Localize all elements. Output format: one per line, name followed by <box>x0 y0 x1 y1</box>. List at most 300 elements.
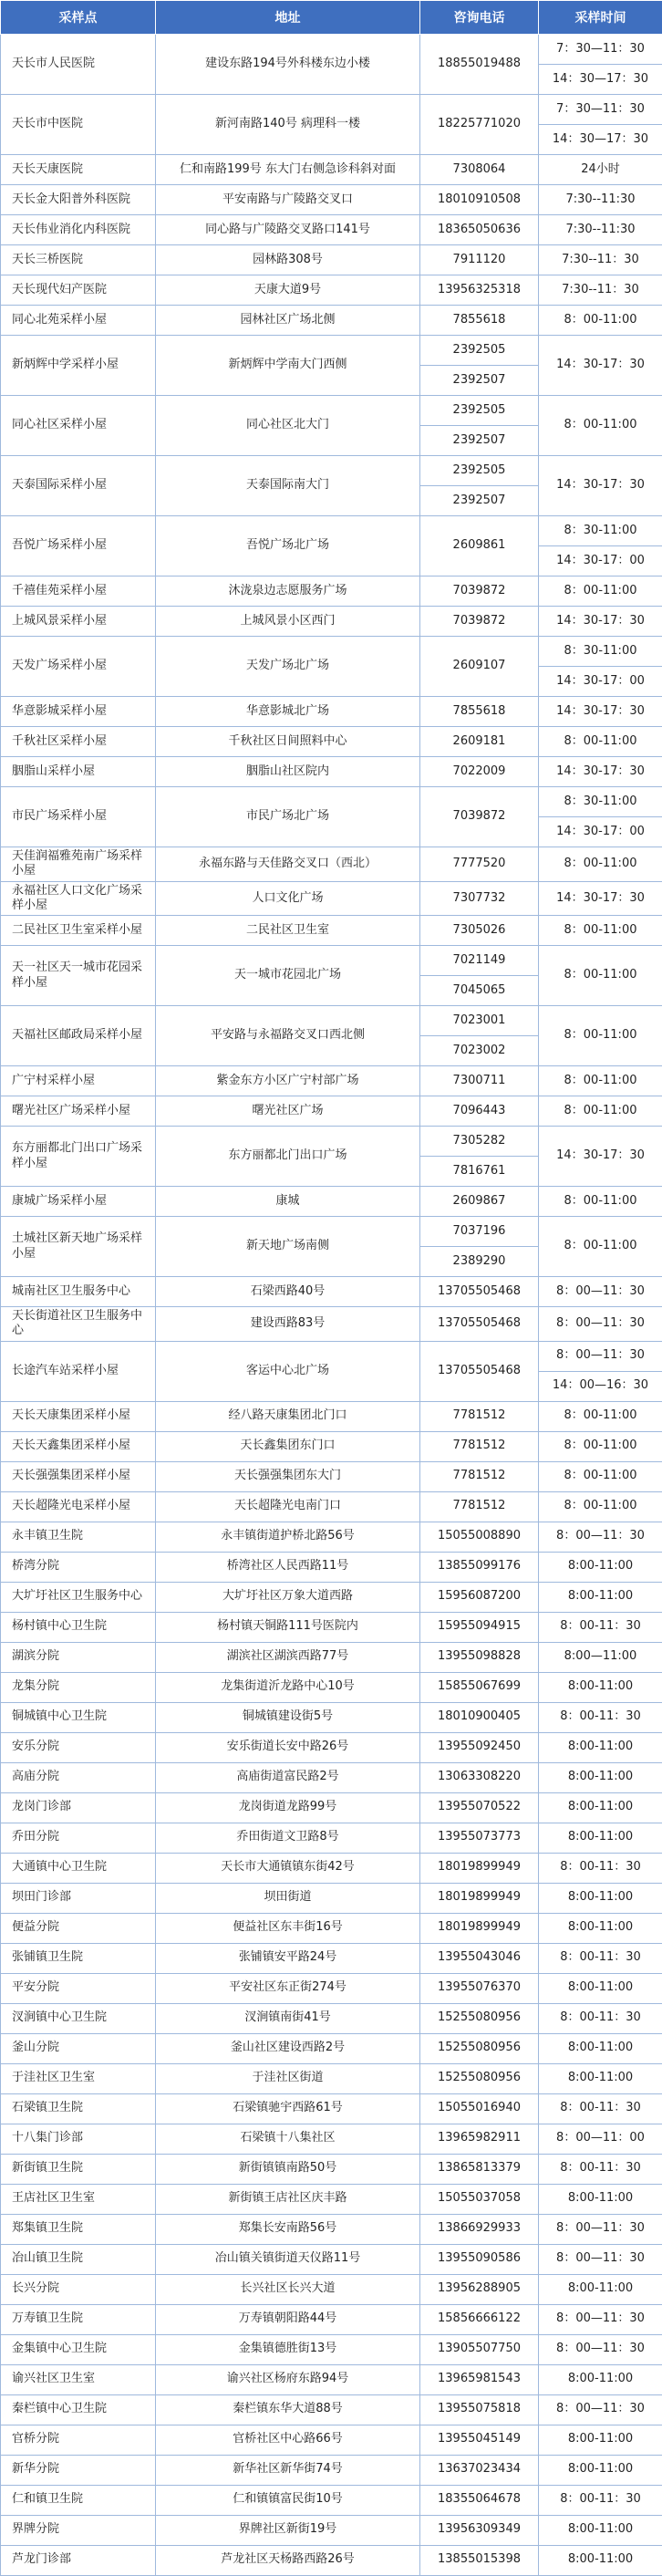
site-name: 曙光社区广场采样小屋 <box>1 1096 156 1127</box>
site-name: 釜山分院 <box>1 2033 156 2063</box>
site-address: 便益社区东丰街16号 <box>156 1913 420 1943</box>
site-name: 上城风景采样小屋 <box>1 607 156 637</box>
table-row <box>1 1762 662 1792</box>
phone-number: 7305282 <box>420 1127 539 1157</box>
site-name: 胭脂山采样小屋 <box>1 757 156 787</box>
table-row <box>1 456 662 486</box>
table-row <box>1 1096 662 1127</box>
table-row <box>1 607 662 637</box>
site-name: 华意影城采样小屋 <box>1 697 156 727</box>
site-name: 天福社区邮政局采样小屋 <box>1 1006 156 1066</box>
site-name: 便益分院 <box>1 1913 156 1943</box>
site-address: 天长市大通镇镇东街42号 <box>156 1853 420 1883</box>
table-body <box>1 35 662 2576</box>
site-address: 同心社区北大门 <box>156 396 420 456</box>
site-name: 天发广场采样小屋 <box>1 637 156 697</box>
phone-number: 15055008890 <box>420 1522 539 1552</box>
site-address: 芦龙社区天杨路西路26号 <box>156 2545 420 2575</box>
site-address: 平安路与永福路交叉口西北侧 <box>156 1006 420 1066</box>
sampling-time: 8:00-11:00 <box>539 1582 662 1612</box>
site-address: 桥湾社区人民西路11号 <box>156 1552 420 1582</box>
sampling-time: 8:00-11:00 <box>539 2364 662 2394</box>
sampling-time: 8：00—11：00 <box>539 2124 662 2154</box>
site-address: 永丰镇街道护桥北路56号 <box>156 1522 420 1552</box>
table-row <box>1 1853 662 1883</box>
sampling-time: 14：30-17：00 <box>539 546 662 576</box>
phone-number: 13063308220 <box>420 1762 539 1792</box>
sampling-time: 8:00-11:00 <box>539 1732 662 1762</box>
table-row <box>1 1217 662 1247</box>
sampling-time: 8：00—11：30 <box>539 1341 662 1371</box>
site-address: 官桥社区中心路66号 <box>156 2425 420 2455</box>
site-address: 千秋社区日间照料中心 <box>156 727 420 757</box>
site-address: 天发广场北广场 <box>156 637 420 697</box>
table-row <box>1 2394 662 2425</box>
table-row <box>1 275 662 306</box>
header-phone: 咨询电话 <box>420 1 539 35</box>
table-row <box>1 1277 662 1307</box>
table-row <box>1 2154 662 2184</box>
site-address: 天长超隆光电南门口 <box>156 1491 420 1522</box>
phone-number: 15855067699 <box>420 1672 539 1702</box>
site-name: 汊涧镇中心卫生院 <box>1 2003 156 2033</box>
site-address: 高庙街道富民路2号 <box>156 1762 420 1792</box>
sampling-time: 7:30--11:30 <box>539 215 662 245</box>
table-row <box>1 2425 662 2455</box>
phone-number: 7023002 <box>420 1036 539 1066</box>
site-name: 秦栏镇中心卫生院 <box>1 2394 156 2425</box>
table-row <box>1 1006 662 1036</box>
site-address: 秦栏镇东华大道88号 <box>156 2394 420 2425</box>
sampling-time: 8：00—11：30 <box>539 1307 662 1342</box>
site-name: 万寿镇卫生院 <box>1 2304 156 2334</box>
phone-number: 13955090586 <box>420 2244 539 2274</box>
phone-number: 7308064 <box>420 155 539 185</box>
phone-number: 2392507 <box>420 486 539 516</box>
site-address: 仁和南路199号 东大门右侧急诊科斜对面 <box>156 155 420 185</box>
phone-number: 13956288905 <box>420 2274 539 2304</box>
phone-number: 7039872 <box>420 787 539 847</box>
site-address: 康城 <box>156 1187 420 1217</box>
site-name: 同心北苑采样小屋 <box>1 306 156 336</box>
sampling-time: 8:00-11:00 <box>539 1913 662 1943</box>
table-row <box>1 2455 662 2485</box>
site-name: 龙集分院 <box>1 1672 156 1702</box>
phone-number: 2392507 <box>420 366 539 396</box>
site-address: 杨村镇天铜路111号医院内 <box>156 1612 420 1642</box>
phone-number: 7305026 <box>420 916 539 946</box>
table-row <box>1 787 662 817</box>
phone-number: 7777520 <box>420 847 539 882</box>
site-name: 十八集门诊部 <box>1 2124 156 2154</box>
phone-number: 2392505 <box>420 396 539 426</box>
site-address: 平安社区东正街274号 <box>156 1973 420 2003</box>
site-name: 天长天鑫集团采样小屋 <box>1 1431 156 1461</box>
site-address: 天长鑫集团东门口 <box>156 1431 420 1461</box>
site-address: 大圹圩社区万象大道西路 <box>156 1582 420 1612</box>
phone-number: 13955070522 <box>420 1792 539 1823</box>
table-row <box>1 1672 662 1702</box>
site-name: 东方丽都北门出口广场采样小屋 <box>1 1127 156 1187</box>
table-row <box>1 306 662 336</box>
table-row <box>1 757 662 787</box>
phone-number: 13865813379 <box>420 2154 539 2184</box>
site-name: 高庙分院 <box>1 1762 156 1792</box>
phone-number: 13955073773 <box>420 1823 539 1853</box>
site-address: 同心路与广陵路交叉路口141号 <box>156 215 420 245</box>
site-name: 吾悦广场采样小屋 <box>1 516 156 576</box>
site-address: 铜城镇建设街5号 <box>156 1702 420 1732</box>
phone-number: 7855618 <box>420 306 539 336</box>
phone-number: 7781512 <box>420 1431 539 1461</box>
site-name: 天泰国际采样小屋 <box>1 456 156 516</box>
site-address: 上城风景小区西门 <box>156 607 420 637</box>
site-address: 金集镇德胜街13号 <box>156 2334 420 2364</box>
table-row <box>1 576 662 607</box>
sampling-time: 8：00-11:00 <box>539 1431 662 1461</box>
table-row <box>1 1642 662 1672</box>
phone-number: 13705505468 <box>420 1307 539 1342</box>
sampling-time: 8：00—11：30 <box>539 1522 662 1552</box>
site-address: 石梁镇十八集社区 <box>156 2124 420 2154</box>
phone-number: 13955098828 <box>420 1642 539 1672</box>
site-name: 安乐分院 <box>1 1732 156 1762</box>
site-address: 经八路天康集团北门口 <box>156 1401 420 1431</box>
sampling-time: 8：30-11:00 <box>539 637 662 667</box>
sampling-time: 7：30—11：30 <box>539 95 662 125</box>
site-address: 坝田街道 <box>156 1883 420 1913</box>
sampling-time: 8：00—11：30 <box>539 2394 662 2425</box>
site-address: 天一城市花园北广场 <box>156 946 420 1006</box>
sampling-time: 8：00-11:00 <box>539 396 662 456</box>
site-address: 新街镇镇南路50号 <box>156 2154 420 2184</box>
table-header <box>1 1 662 35</box>
site-name: 千秋社区采样小屋 <box>1 727 156 757</box>
table-row <box>1 2515 662 2545</box>
phone-number: 13705505468 <box>420 1341 539 1401</box>
phone-number: 15055016940 <box>420 2093 539 2124</box>
site-address: 新天地广场南侧 <box>156 1217 420 1277</box>
sampling-time: 8：00-11：30 <box>539 2485 662 2515</box>
site-name: 于洼社区卫生室 <box>1 2063 156 2093</box>
sampling-time: 8：00—11：30 <box>539 2214 662 2244</box>
site-name: 仁和镇卫生院 <box>1 2485 156 2515</box>
site-address: 仁和镇镇富民街10号 <box>156 2485 420 2515</box>
table-row <box>1 1943 662 1973</box>
site-address: 万寿镇朝阳路44号 <box>156 2304 420 2334</box>
site-address: 市民广场北广场 <box>156 787 420 847</box>
table-row <box>1 2063 662 2093</box>
sampling-time: 7:30--11：30 <box>539 245 662 275</box>
site-name: 桥湾分院 <box>1 1552 156 1582</box>
site-address: 石梁西路40号 <box>156 1277 420 1307</box>
site-address: 二民社区卫生室 <box>156 916 420 946</box>
sampling-time: 14：30-17：30 <box>539 757 662 787</box>
phone-number: 15255080956 <box>420 2063 539 2093</box>
sampling-time: 8：00-11:00 <box>539 1006 662 1066</box>
site-name: 铜城镇中心卫生院 <box>1 1702 156 1732</box>
sampling-time: 8:00-11:00 <box>539 1823 662 1853</box>
sampling-time: 8：00-11:00 <box>539 1461 662 1491</box>
site-address: 长兴社区长兴大道 <box>156 2274 420 2304</box>
table-row <box>1 916 662 946</box>
phone-number: 2389290 <box>420 1247 539 1277</box>
phone-number: 7022009 <box>420 757 539 787</box>
sampling-time: 8:00-11:00 <box>539 1792 662 1823</box>
table-row <box>1 516 662 546</box>
site-name: 市民广场采样小屋 <box>1 787 156 847</box>
site-address: 园林路308号 <box>156 245 420 275</box>
sampling-time: 8:00-11:00 <box>539 2515 662 2545</box>
site-name: 大圹圩社区卫生服务中心 <box>1 1582 156 1612</box>
phone-number: 7816761 <box>420 1157 539 1187</box>
table-row <box>1 2214 662 2244</box>
site-name: 天长市中医院 <box>1 95 156 155</box>
phone-number: 15856666122 <box>420 2304 539 2334</box>
phone-number: 13955075818 <box>420 2394 539 2425</box>
phone-number: 2392507 <box>420 426 539 456</box>
phone-number: 7300711 <box>420 1066 539 1096</box>
phone-number: 7039872 <box>420 607 539 637</box>
site-address: 天长强强集团东大门 <box>156 1461 420 1491</box>
site-address: 湖滨社区湖滨西路77号 <box>156 1642 420 1672</box>
table-row <box>1 1732 662 1762</box>
table-row <box>1 1461 662 1491</box>
table-row <box>1 155 662 185</box>
phone-number: 15055037058 <box>420 2184 539 2214</box>
table-row <box>1 2274 662 2304</box>
table-row <box>1 2364 662 2394</box>
table-row <box>1 2334 662 2364</box>
sampling-time: 8:00-11:00 <box>539 2033 662 2063</box>
site-name: 天长伟业消化内科医院 <box>1 215 156 245</box>
site-name: 永丰镇卫生院 <box>1 1522 156 1552</box>
phone-number: 18010910508 <box>420 185 539 215</box>
phone-number: 18010900405 <box>420 1702 539 1732</box>
site-address: 新街镇王店社区庆丰路 <box>156 2184 420 2214</box>
site-address: 天康大道9号 <box>156 275 420 306</box>
phone-number: 7911120 <box>420 245 539 275</box>
site-address: 张铺镇安平路24号 <box>156 1943 420 1973</box>
table-row <box>1 396 662 426</box>
sampling-time: 14：30-17：30 <box>539 607 662 637</box>
site-name: 天佳润福雅苑南广场采样小屋 <box>1 847 156 882</box>
sampling-time: 8：00—11：30 <box>539 2304 662 2334</box>
table-row <box>1 35 662 65</box>
phone-number: 13866929933 <box>420 2214 539 2244</box>
table-row <box>1 2093 662 2124</box>
site-address: 汊涧镇南街41号 <box>156 2003 420 2033</box>
site-address: 客运中心北广场 <box>156 1341 420 1401</box>
site-address: 石梁镇驰宇西路61号 <box>156 2093 420 2124</box>
table-row <box>1 1913 662 1943</box>
site-name: 天长天康医院 <box>1 155 156 185</box>
table-row <box>1 727 662 757</box>
phone-number: 13855015398 <box>420 2545 539 2575</box>
site-address: 于洼社区街道 <box>156 2063 420 2093</box>
site-address: 龙岗街道龙路99号 <box>156 1792 420 1823</box>
sampling-time: 14：30-17：30 <box>539 1127 662 1187</box>
site-name: 天长超隆光电采样小屋 <box>1 1491 156 1522</box>
table-row <box>1 2244 662 2274</box>
site-name: 坝田门诊部 <box>1 1883 156 1913</box>
sampling-time: 8:00-11:00 <box>539 1762 662 1792</box>
phone-number: 2609867 <box>420 1187 539 1217</box>
site-name: 千禧佳苑采样小屋 <box>1 576 156 607</box>
site-address: 胭脂山社区院内 <box>156 757 420 787</box>
sampling-time: 8：00-11:00 <box>539 1217 662 1277</box>
table-row <box>1 847 662 882</box>
phone-number: 13956309349 <box>420 2515 539 2545</box>
phone-number: 7023001 <box>420 1006 539 1036</box>
sampling-time: 8:00-11:00 <box>539 2425 662 2455</box>
site-name: 新华分院 <box>1 2455 156 2485</box>
sampling-time: 14：30—17：30 <box>539 65 662 95</box>
sampling-time: 8：00—11：30 <box>539 2334 662 2364</box>
phone-number: 7855618 <box>420 697 539 727</box>
sampling-time: 8:00-11:00 <box>539 2545 662 2575</box>
site-address: 郑集长安南路56号 <box>156 2214 420 2244</box>
sampling-time: 8：00-11:00 <box>539 946 662 1006</box>
sampling-time: 8：00-11:00 <box>539 916 662 946</box>
header-site: 采样点 <box>1 1 156 35</box>
sampling-time: 8：00-11：30 <box>539 1943 662 1973</box>
sampling-time: 7:30--11：30 <box>539 275 662 306</box>
sampling-time: 8：00—11：30 <box>539 2244 662 2274</box>
sampling-time: 8：00-11：30 <box>539 1853 662 1883</box>
phone-number: 7307732 <box>420 881 539 916</box>
sampling-time: 24小时 <box>539 155 662 185</box>
site-address: 紫金东方小区广宁村部广场 <box>156 1066 420 1096</box>
phone-number: 13955045149 <box>420 2425 539 2455</box>
phone-number: 2609861 <box>420 516 539 576</box>
site-name: 康城广场采样小屋 <box>1 1187 156 1217</box>
phone-number: 13965981543 <box>420 2364 539 2394</box>
sampling-time: 8：00-11:00 <box>539 1066 662 1096</box>
table-row <box>1 1127 662 1157</box>
phone-number: 2392505 <box>420 336 539 366</box>
site-address: 沐泷泉边志愿服务广场 <box>156 576 420 607</box>
site-address: 釜山社区建设西路2号 <box>156 2033 420 2063</box>
site-address: 平安南路与广陵路交叉口 <box>156 185 420 215</box>
phone-number: 13955043046 <box>420 1943 539 1973</box>
phone-number: 18019899949 <box>420 1913 539 1943</box>
table-row <box>1 1341 662 1371</box>
sampling-time: 8：30-11:00 <box>539 516 662 546</box>
table-row <box>1 637 662 667</box>
site-name: 土城社区新天地广场采样小屋 <box>1 1217 156 1277</box>
sampling-time: 8：00-11：30 <box>539 2003 662 2033</box>
site-address: 冶山镇关镇街道天仪路11号 <box>156 2244 420 2274</box>
sampling-time: 8：00-11:00 <box>539 1491 662 1522</box>
site-name: 天长金大阳普外科医院 <box>1 185 156 215</box>
site-address: 华意影城北广场 <box>156 697 420 727</box>
site-name: 龙岗门诊部 <box>1 1792 156 1823</box>
sampling-time: 8:00-11:00 <box>539 1672 662 1702</box>
sampling-time: 8：00-11:00 <box>539 1401 662 1431</box>
site-name: 界牌分院 <box>1 2515 156 2545</box>
site-name: 大通镇中心卫生院 <box>1 1853 156 1883</box>
sampling-time: 8：00-11:00 <box>539 1096 662 1127</box>
table-row <box>1 1307 662 1342</box>
sampling-time: 8：00-11：30 <box>539 2154 662 2184</box>
site-name: 新街镇卫生院 <box>1 2154 156 2184</box>
site-address: 建设西路83号 <box>156 1307 420 1342</box>
sampling-time: 14：30—17：30 <box>539 125 662 155</box>
table-row <box>1 245 662 275</box>
site-name: 天长强强集团采样小屋 <box>1 1461 156 1491</box>
phone-number: 15255080956 <box>420 2033 539 2063</box>
sampling-time: 8:00—11:00 <box>539 1642 662 1672</box>
sampling-time: 8:00-11:00 <box>539 1552 662 1582</box>
phone-number: 15956087200 <box>420 1582 539 1612</box>
phone-number: 2609181 <box>420 727 539 757</box>
sampling-time: 8:00-11:00 <box>539 2455 662 2485</box>
site-name: 天长三桥医院 <box>1 245 156 275</box>
table-row <box>1 1883 662 1913</box>
site-name: 石梁镇卫生院 <box>1 2093 156 2124</box>
phone-number: 13955092450 <box>420 1732 539 1762</box>
site-name: 平安分院 <box>1 1973 156 2003</box>
sampling-time: 14：30-17：00 <box>539 667 662 697</box>
phone-number: 13955076370 <box>420 1973 539 2003</box>
table-row <box>1 95 662 125</box>
site-name: 天长市人民医院 <box>1 35 156 95</box>
site-name: 天一社区天一城市花园采样小屋 <box>1 946 156 1006</box>
table-row <box>1 1612 662 1642</box>
site-address: 乔田街道文卫路8号 <box>156 1823 420 1853</box>
phone-number: 2609107 <box>420 637 539 697</box>
site-name: 谕兴社区卫生室 <box>1 2364 156 2394</box>
table-row <box>1 1582 662 1612</box>
table-row <box>1 1973 662 2003</box>
site-name: 金集镇中心卫生院 <box>1 2334 156 2364</box>
site-address: 曙光社区广场 <box>156 1096 420 1127</box>
site-address: 龙集街道沂龙路中心10号 <box>156 1672 420 1702</box>
phone-number: 13637023434 <box>420 2455 539 2485</box>
sampling-time: 8：00-11:00 <box>539 576 662 607</box>
phone-number: 13965982911 <box>420 2124 539 2154</box>
sampling-time: 8:00-11:00 <box>539 2274 662 2304</box>
site-name: 张铺镇卫生院 <box>1 1943 156 1973</box>
table-row <box>1 2033 662 2063</box>
phone-number: 7039872 <box>420 576 539 607</box>
phone-number: 18355064678 <box>420 2485 539 2515</box>
phone-number: 18225771020 <box>420 95 539 155</box>
table-row <box>1 2545 662 2575</box>
table-row <box>1 1552 662 1582</box>
site-name: 天长天康集团采样小屋 <box>1 1401 156 1431</box>
site-address: 永福东路与天佳路交叉口（西北） <box>156 847 420 882</box>
phone-number: 7037196 <box>420 1217 539 1247</box>
table-row <box>1 1522 662 1552</box>
sampling-time: 8：00-11:00 <box>539 306 662 336</box>
phone-number: 7781512 <box>420 1491 539 1522</box>
phone-number: 7781512 <box>420 1401 539 1431</box>
site-name: 郑集镇卫生院 <box>1 2214 156 2244</box>
site-name: 冶山镇卫生院 <box>1 2244 156 2274</box>
table-row <box>1 215 662 245</box>
site-address: 天泰国际南大门 <box>156 456 420 516</box>
table-row <box>1 1823 662 1853</box>
sampling-time: 14：30-17：30 <box>539 697 662 727</box>
phone-number: 2392505 <box>420 456 539 486</box>
sampling-time: 14：30-17：30 <box>539 336 662 396</box>
sampling-time: 7:30--11:30 <box>539 185 662 215</box>
site-name: 新炳辉中学采样小屋 <box>1 336 156 396</box>
sampling-time: 14：00—16：30 <box>539 1371 662 1401</box>
phone-number: 18365050636 <box>420 215 539 245</box>
